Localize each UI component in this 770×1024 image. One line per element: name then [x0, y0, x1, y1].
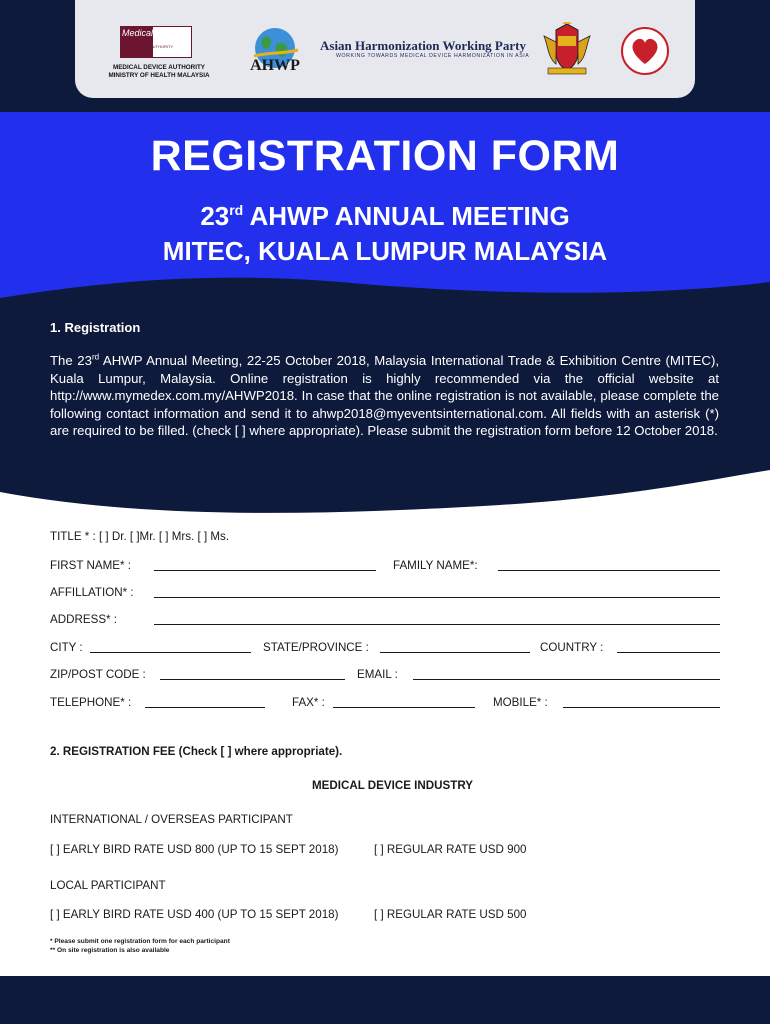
mda-logo-text: Medical Device: [122, 28, 184, 38]
industry-heading: MEDICAL DEVICE INDUSTRY: [311, 779, 474, 792]
local-regular-checkbox[interactable]: [ ] REGULAR RATE USD 500: [374, 908, 527, 921]
ahwp-globe-logo: [240, 26, 310, 76]
mda-logo-subtext: AUTHORITY: [150, 44, 174, 49]
state-label: STATE/PROVINCE :: [263, 641, 369, 654]
telephone-label: TELEPHONE* :: [50, 696, 132, 709]
note-onsite: ** On site registration is also available: [50, 947, 170, 954]
note-one-form: * Please submit one registration form for each participant: [50, 938, 230, 945]
mda-name: [104, 64, 214, 80]
form-title: REGISTRATION FORM: [150, 132, 620, 180]
fax-field[interactable]: [333, 707, 475, 708]
family-name-field[interactable]: [498, 570, 720, 571]
city-field[interactable]: [90, 652, 251, 653]
mda-name-line2: MINISTRY OF HEALTH MALAYSIA: [108, 72, 210, 79]
intl-participant-heading: INTERNATIONAL / OVERSEAS PARTICIPANT: [50, 813, 293, 826]
ahwp-title: Asian Harmonization Working Party: [320, 38, 526, 53]
meeting-name-text: AHWP ANNUAL MEETING: [243, 201, 570, 231]
mda-logo: [104, 24, 214, 84]
address-field[interactable]: [154, 624, 720, 625]
section2-heading: 2. REGISTRATION FEE (Check [ ] where appropriate).: [50, 745, 343, 758]
mobile-label: MOBILE* :: [493, 696, 548, 709]
ahwp-subtitle: WORKING TOWARDS MEDICAL DEVICE HARMONIZATION IN ASIA: [336, 53, 530, 59]
intl-early-bird-checkbox[interactable]: [ ] EARLY BIRD RATE USD 800 (UP TO 15 SEPT 2018): [50, 843, 339, 856]
mobile-field[interactable]: [563, 707, 720, 708]
white-form-area: [0, 470, 770, 976]
section1-text-suffix: rd: [91, 352, 100, 362]
telephone-field[interactable]: [145, 707, 265, 708]
zip-field[interactable]: [160, 679, 345, 680]
meeting-name: [0, 201, 770, 232]
state-field[interactable]: [380, 652, 530, 653]
first-name-field[interactable]: [154, 570, 376, 571]
section1-text-body: AHWP Annual Meeting, 22-25 October 2018, Malaysia International Trade & Exhibition Centre (MITEC), Kuala Lumpur, Malaysia. Online registration is highly recommended via the official website at http://www.mymedex.com.my/AHWP2018. In case that the online registration is not available, please complete the following contact information and send it to ahwp2018@myeventsinternational.com. All fields with an asterisk (*) are required to be filled. (check [ ] where appropriate). Please submit the registration form before 12 October 2018.: [50, 353, 719, 439]
malaysia-crest-icon: [538, 22, 596, 76]
first-name-label: FIRST NAME* :: [50, 559, 131, 572]
zip-label: ZIP/POST CODE :: [50, 668, 146, 681]
city-label: CITY :: [50, 641, 83, 654]
mda-name-line1: MEDICAL DEVICE AUTHORITY: [112, 64, 205, 71]
country-field[interactable]: [617, 652, 720, 653]
affiliation-field[interactable]: [154, 597, 720, 598]
meeting-number-suffix: rd: [229, 202, 244, 218]
local-early-bird-checkbox[interactable]: [ ] EARLY BIRD RATE USD 400 (UP TO 15 SEPT 2018): [50, 908, 339, 921]
fax-label: FAX* :: [292, 696, 325, 709]
heart-health-logo-icon: [620, 26, 670, 76]
address-label: ADDRESS* :: [50, 613, 118, 626]
email-label: EMAIL :: [357, 668, 398, 681]
section1-text-start: The 23: [50, 353, 92, 368]
country-label: COUNTRY :: [540, 641, 604, 654]
meeting-venue: MITEC, KUALA LUMPUR MALAYSIA: [162, 236, 608, 266]
email-field[interactable]: [413, 679, 720, 680]
section1-text: [50, 352, 719, 440]
meeting-number: 23: [200, 201, 230, 231]
intl-regular-checkbox[interactable]: [ ] REGULAR RATE USD 900: [374, 843, 527, 856]
affiliation-label: AFFILLATION* :: [50, 586, 134, 599]
ahwp-logo-text: AHWP: [250, 57, 300, 74]
section1-heading: 1. Registration: [50, 320, 141, 335]
title-checkbox-row[interactable]: TITLE * : [ ] Dr. [ ]Mr. [ ] Mrs. [ ] Ms.: [50, 530, 230, 543]
family-name-label: FAMILY NAME*:: [393, 559, 478, 572]
local-participant-heading: LOCAL PARTICIPANT: [50, 879, 166, 892]
navy-footer: [0, 976, 770, 1024]
